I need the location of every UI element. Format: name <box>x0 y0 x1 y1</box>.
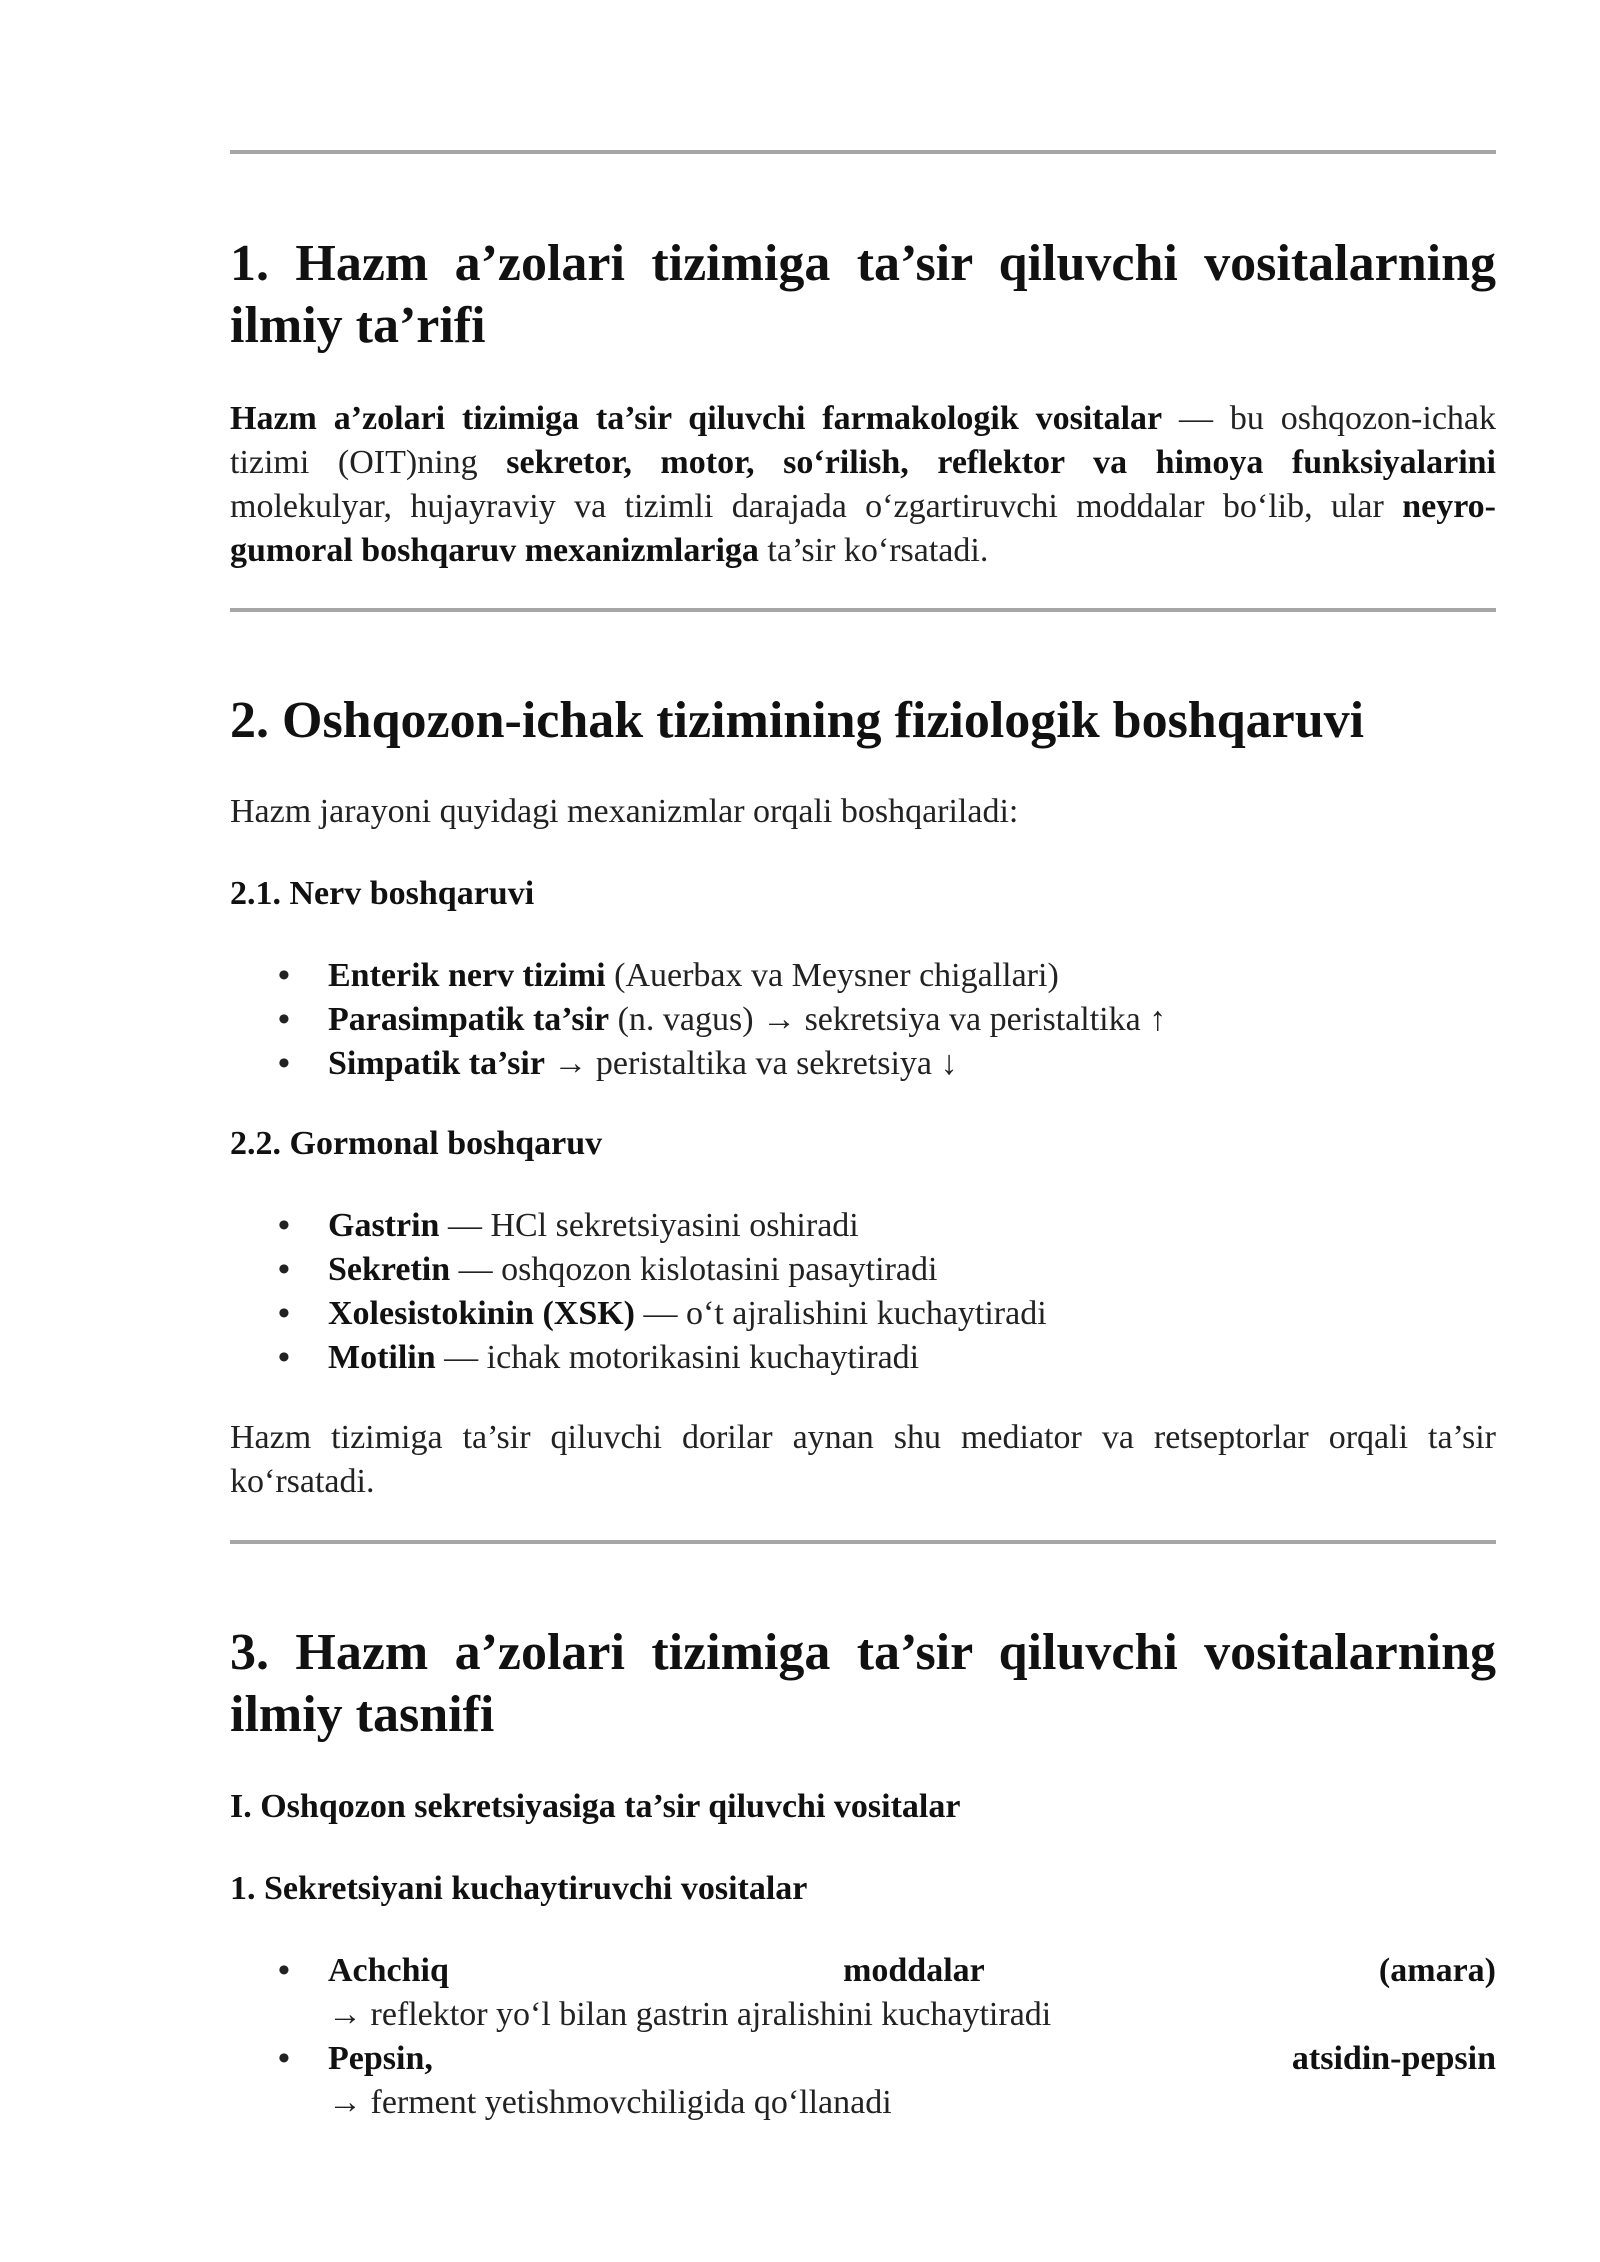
list-item <box>230 1949 1496 2037</box>
list-item-term: • Achchiq <box>328 1952 449 1989</box>
list-item <box>230 954 1496 998</box>
divider <box>230 1540 1496 1544</box>
list-item <box>230 1204 1496 1248</box>
list-item-term: Motilin <box>328 1339 436 1376</box>
definition-term: Hazm a’zolari tizimiga ta’sir qiluvchi farmakologik vositalar <box>230 400 1163 437</box>
section-2-intro: Hazm jarayoni quyidagi mexanizmlar orqali boshqariladi: <box>230 793 1019 830</box>
list-item <box>230 1042 1496 1086</box>
definition-mechanisms: neyro-gumoral boshqaruv mexanizmlariga <box>230 488 1496 569</box>
section-2-heading: 2. Oshqozon-ichak tizimining fiziologik boshqaruvi <box>230 692 1365 749</box>
list-item-text: — oshqozon kislotasini pasaytiradi <box>450 1251 938 1288</box>
list-item-text: → peristaltika va sekretsiya ↓ <box>544 1045 958 1082</box>
section-3-heading: 3. Hazm a’zolari tizimiga ta’sir qiluvchi vositalarning ilmiy tasnifi <box>230 1624 1496 1743</box>
list-item-term: Gastrin <box>328 1207 440 1244</box>
list-item <box>230 998 1496 1042</box>
list-item <box>230 1292 1496 1336</box>
definition-text-3: ta’sir ko‘rsatadi. <box>758 532 989 569</box>
list-item-term: Xolesistokinin (XSK) <box>328 1295 635 1332</box>
subsection-1-title: 1. Sekretsiyani kuchaytiruvchi vositalar <box>230 1870 808 1907</box>
list-item-term: atsidin-pepsin <box>1291 2040 1496 2077</box>
section-2-outro: Hazm tizimiga ta’sir qiluvchi dorilar aynan shu mediator va retseptorlar orqali ta’sir ko‘rsatadi. <box>230 1419 1496 1500</box>
nerve-regulation-list <box>230 954 1496 1086</box>
list-item-text: — HCl sekretsiyasini oshiradi <box>439 1207 859 1244</box>
list-item-text: — ichak motorikasini kuchaytiradi <box>435 1339 920 1376</box>
subsection-2-2-title: 2.2. Gormonal boshqaruv <box>230 1125 603 1162</box>
subsection-2-1-title: 2.1. Nerv boshqaruvi <box>230 875 535 912</box>
list-item <box>230 2037 1496 2125</box>
list-item-text: (Auerbax va Meysner chigallari) <box>605 957 1059 994</box>
list-item-term: Sekretin <box>328 1251 451 1288</box>
list-item-term: (amara) <box>1378 1952 1496 1989</box>
list-item-term: • Pepsin, <box>328 2040 433 2077</box>
list-item-term: Parasimpatik ta’sir <box>328 1001 610 1038</box>
definition-text-2: molekulyar, hujayraviy va tizimli darajada o‘zgartiruvchi moddalar bo‘lib, ular <box>230 488 1403 525</box>
divider <box>230 150 1496 154</box>
list-item-text: → reflektor yo‘l bilan gastrin ajralishini kuchaytiradi <box>328 1996 1052 2033</box>
list-item-term: Enterik nerv tizimi <box>328 957 606 994</box>
group-1-title: I. Oshqozon sekretsiyasiga ta’sir qiluvchi vositalar <box>230 1788 961 1825</box>
list-item-text: (n. vagus) → sekretsiya va peristaltika ↑ <box>609 1001 1167 1038</box>
definition-functions: sekretor, motor, so‘rilish, reflektor va himoya funksiyalarini <box>506 444 1496 481</box>
list-item-text: → ferment yetishmovchiligida qo‘llanadi <box>328 2084 892 2121</box>
list-item <box>230 1248 1496 1292</box>
list-item-text: — o‘t ajralishini kuchaytiradi <box>635 1295 1047 1332</box>
definition-text-1: — bu oshqozon-ichak tizimi (OIT)ning <box>230 400 1496 481</box>
divider <box>230 608 1496 612</box>
list-item-term: moddalar <box>843 1952 985 1989</box>
hormonal-regulation-list <box>230 1204 1496 1380</box>
list-item-term: Simpatik ta’sir <box>328 1045 545 1082</box>
section-1-definition <box>230 397 1496 573</box>
list-item-title-row <box>328 1949 1496 1993</box>
list-item-title-row <box>328 2037 1496 2081</box>
secretion-enhancers-list <box>230 1949 1496 2125</box>
list-item <box>230 1336 1496 1380</box>
section-1-heading: 1. Hazm a’zolari tizimiga ta’sir qiluvchi vositalarning ilmiy ta’rifi <box>230 235 1496 354</box>
